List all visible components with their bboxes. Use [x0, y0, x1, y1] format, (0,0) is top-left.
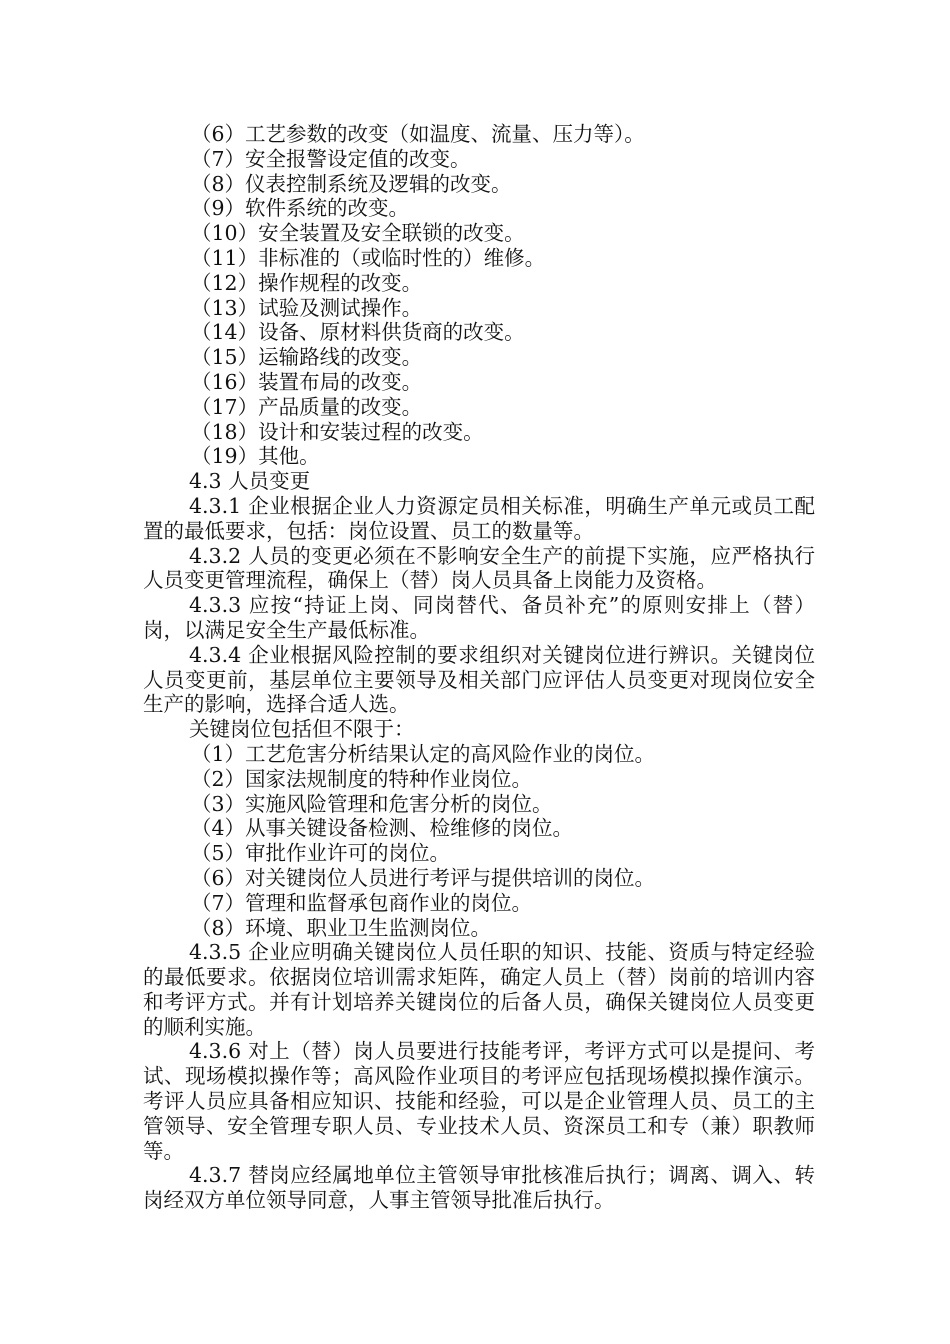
list-item: （12）操作规程的改变。: [191, 270, 423, 295]
list-item: （1）工艺危害分析结果认定的高风险作业的岗位。: [191, 741, 656, 766]
paragraph-4-3-6: 4.3.6 对上（替）岗人员要进行技能考评，考评方式可以是提问、考试、现场模拟操作等；高风险作业项目的考评应包括现场模拟操作演示。考评人员应具备相应知识、技能和经验，可以是企业管理人员、员工的主管领导、安全管理专职人员、专业技术人员、资深员工和专（兼）职教师等。: [143, 1039, 815, 1163]
list-item: （4）从事关键设备检测、检维修的岗位。: [191, 816, 574, 841]
paragraph-4-3-3: 4.3.3 应按“持证上岗、同岗替代、备员补充”的原则安排上（替）岗，以满足安全生产最低标准。: [143, 593, 815, 642]
list-item: （6）工艺参数的改变（如温度、流量、压力等）。: [191, 122, 645, 146]
list-item: （17）产品质量的改变。: [191, 394, 423, 419]
list-item: （10）安全装置及安全联锁的改变。: [191, 221, 525, 246]
list-item: （7）安全报警设定值的改变。: [191, 146, 471, 171]
paragraph-4-3-7: 4.3.7 替岗应经属地单位主管领导审批核准后执行；调离、调入、转岗经双方单位领导同意，人事主管领导批准后执行。: [143, 1163, 815, 1213]
key-posts-intro: 关键岗位包括但不限于：: [189, 717, 415, 742]
list-item: （5）审批作业许可的岗位。: [191, 841, 451, 866]
paragraph-4-3-1: 4.3.1 企业根据企业人力资源定员相关标准，明确生产单元或员工配置的最低要求，包括：岗位设置、员工的数量等。: [143, 493, 815, 543]
section-heading: 4.3 人员变更: [189, 469, 311, 494]
document-body: [143, 122, 815, 1213]
list-item: （16）装置布局的改变。: [191, 369, 423, 394]
list-item: （8）仪表控制系统及逻辑的改变。: [191, 171, 512, 196]
list-item: （6）对关键岗位人员进行考评与提供培训的岗位。: [191, 865, 656, 890]
list-item: （7）管理和监督承包商作业的岗位。: [191, 890, 533, 915]
list-item: （8）环境、职业卫生监测岗位。: [191, 915, 492, 940]
list-item: （11）非标准的（或临时性的）维修。: [191, 245, 546, 270]
list-item: （2）国家法规制度的特种作业岗位。: [191, 766, 533, 791]
list-item: （15）运输路线的改变。: [191, 345, 423, 370]
list-item: （13）试验及测试操作。: [191, 295, 423, 320]
list-item: （9）软件系统的改变。: [191, 196, 410, 221]
list-item: （18）设计和安装过程的改变。: [191, 419, 484, 444]
paragraph-4-3-4: 4.3.4 企业根据风险控制的要求组织对关键岗位进行辨识。关键岗位人员变更前，基层单位主要领导及相关部门应评估人员变更对现岗位安全生产的影响，选择合适人选。: [143, 642, 815, 717]
paragraph-4-3-2: 4.3.2 人员的变更必须在不影响安全生产的前提下实施，应严格执行人员变更管理流程，确保上（替）岗人员具备上岗能力及资格。: [143, 543, 815, 593]
paragraph-4-3-5: 4.3.5 企业应明确关键岗位人员任职的知识、技能、资质与特定经验的最低要求。依据岗位培训需求矩阵，确定人员上（替）岗前的培训内容和考评方式。并有计划培养关键岗位的后备人员，确保关键岗位人员变更的顺利实施。: [143, 940, 815, 1039]
list-item: （3）实施风险管理和危害分析的岗位。: [191, 791, 553, 816]
list-item: （19）其他。: [191, 444, 320, 469]
list-item: （14）设备、原材料供货商的改变。: [191, 320, 525, 345]
